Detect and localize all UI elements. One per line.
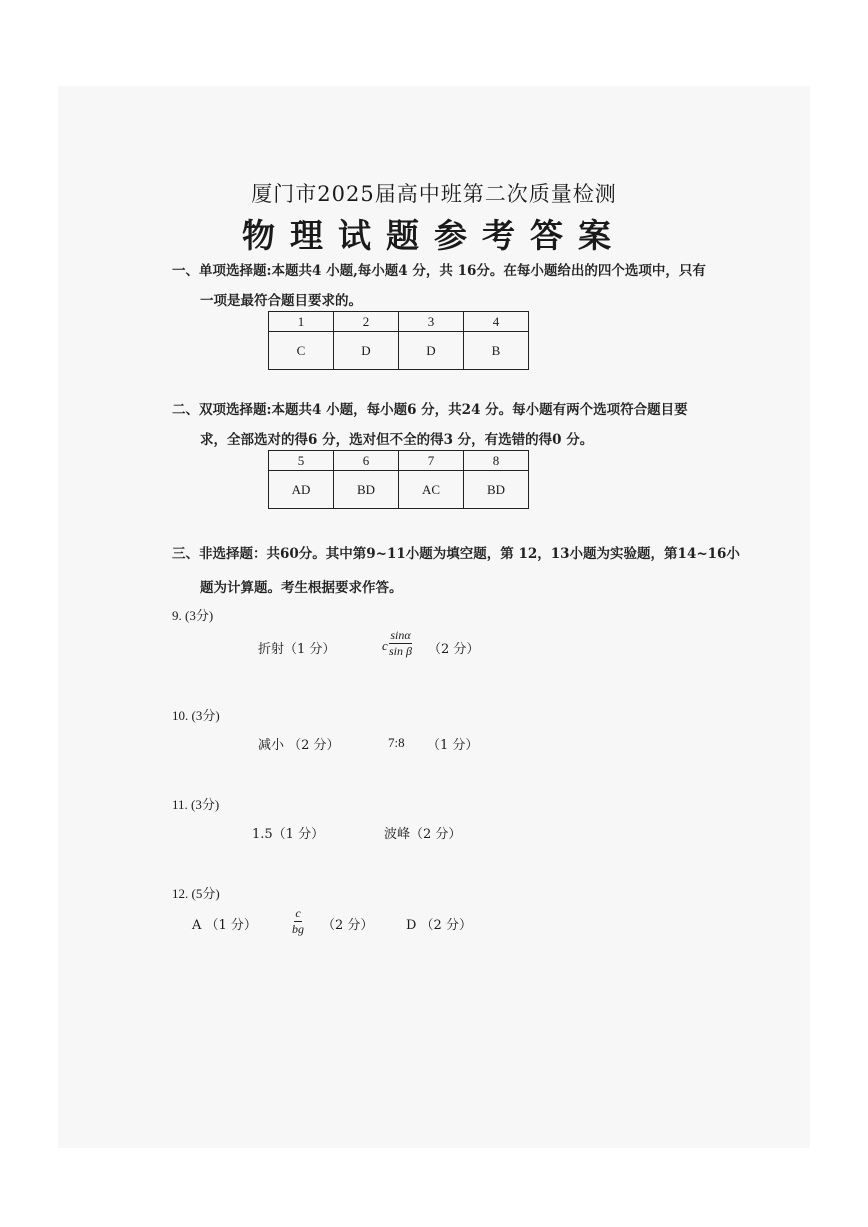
section1-answer-table bbox=[268, 311, 529, 370]
question-11-answer-2: 波峰（2 分） bbox=[384, 827, 462, 842]
exam-subtitle: 厦门市2025届高中班第二次质量检测 bbox=[251, 182, 617, 206]
fraction-numerator: sinα bbox=[390, 628, 411, 642]
table-cell-answer: C bbox=[269, 332, 334, 370]
table-cell-number: 3 bbox=[399, 312, 464, 332]
fraction-numerator: c bbox=[295, 906, 301, 920]
table-cell-number: 5 bbox=[269, 451, 334, 471]
table-cell-answer: D bbox=[399, 332, 464, 370]
section3-instruction-line2: 题为计算题。考生根据要求作答。 bbox=[200, 580, 403, 596]
question-12-label: 12. (5分) bbox=[172, 886, 220, 901]
question-10-score-2: （1 分） bbox=[427, 738, 479, 753]
section2-answer-table bbox=[268, 450, 529, 509]
table-cell-number: 7 bbox=[399, 451, 464, 471]
table-cell-number: 6 bbox=[334, 451, 399, 471]
fraction-denominator: bg bbox=[292, 922, 304, 936]
section3-instruction-line1: 三、非选择题：共60分。其中第9~11小题为填空题，第 12，13小题为实验题，第14~16小 bbox=[172, 546, 740, 562]
section2-instruction-line1: 二、双项选择题:本题共4 小题，每小题6 分，共24 分。每小题有两个选项符合题目要 bbox=[172, 402, 688, 418]
table-cell-answer: BD bbox=[334, 471, 399, 509]
section1-instruction-line2: 一项是最符合题目要求的。 bbox=[200, 293, 362, 309]
question-9-answer-1: 折射（1 分） bbox=[258, 642, 336, 657]
table-cell-number: 4 bbox=[464, 312, 529, 332]
table-cell-answer: AC bbox=[399, 471, 464, 509]
question-11-label: 11. (3分) bbox=[172, 797, 220, 812]
fraction-denominator: sin β bbox=[389, 644, 412, 658]
question-10-answer-1: 减小 （2 分） bbox=[258, 738, 340, 753]
question-9-score-2: （2 分） bbox=[428, 642, 480, 657]
question-12-answer-3: D （2 分） bbox=[406, 918, 472, 933]
table-cell-answer: BD bbox=[464, 471, 529, 509]
question-10-answer-2: 7:8 bbox=[388, 735, 405, 750]
page-title: 物理试题参考答案 bbox=[242, 216, 626, 255]
section2-instruction-line2: 求，全部选对的得6 分，选对但不全的得3 分，有选错的得0 分。 bbox=[200, 432, 594, 448]
question-12-fraction bbox=[292, 907, 304, 936]
table-cell-answer: B bbox=[464, 332, 529, 370]
table-cell-number: 2 bbox=[334, 312, 399, 332]
table-cell-answer: AD bbox=[269, 471, 334, 509]
table-cell-number: 8 bbox=[464, 451, 529, 471]
question-9-coefficient: c bbox=[382, 638, 388, 653]
question-12-score-2: （2 分） bbox=[322, 918, 374, 933]
question-11-answer-1: 1.5（1 分） bbox=[252, 827, 325, 842]
table-cell-number: 1 bbox=[269, 312, 334, 332]
section1-instruction-line1: 一、单项选择题:本题共4 小题,每小题4 分，共 16分。在每小题给出的四个选项中，只有 bbox=[172, 263, 706, 279]
question-9-label: 9. (3分) bbox=[172, 608, 214, 623]
question-9-fraction bbox=[389, 629, 412, 658]
table-cell-answer: D bbox=[334, 332, 399, 370]
question-12-answer-1: A （1 分） bbox=[192, 918, 257, 933]
question-10-label: 10. (3分) bbox=[172, 708, 220, 723]
